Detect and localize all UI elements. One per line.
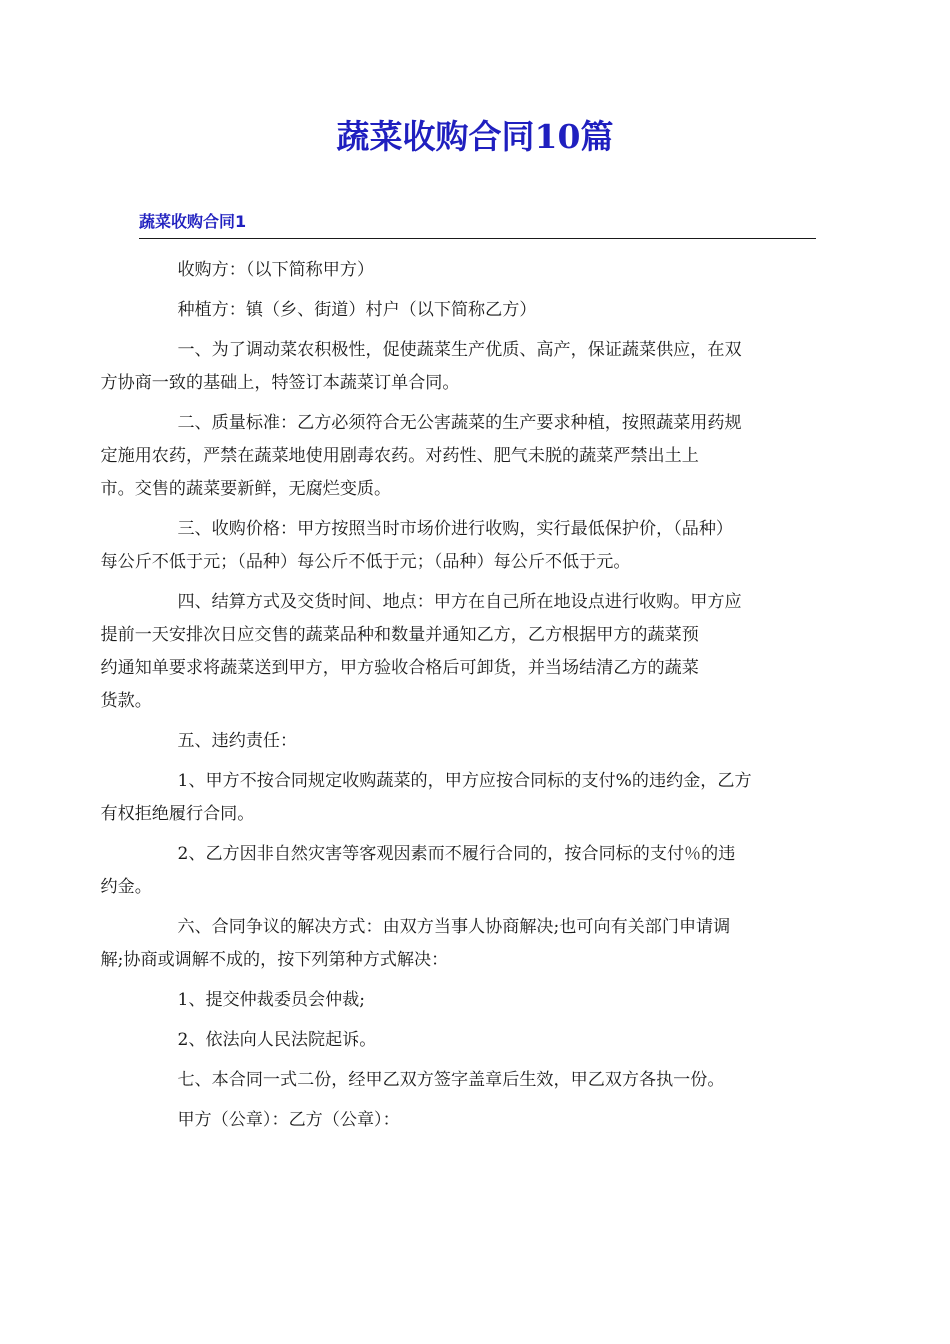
contract-paragraph [100,586,816,718]
paragraph-line: 一、为了调动菜农积极性，促使蔬菜生产优质、高产，保证蔬菜供应，在双 [177,340,742,360]
document-title: 蔬菜收购合同10篇 [336,117,614,156]
paragraph-line: 1、提交仲裁委员会仲裁; [177,990,366,1010]
paragraph-line: 二、质量标准：乙方必须符合无公害蔬菜的生产要求种植，按照蔬菜用药规 [177,413,742,433]
paragraph-line: 六、合同争议的解决方式：由双方当事人协商解决;也可向有关部门申请调 [177,917,731,937]
contract-paragraph [100,334,816,400]
paragraph-line: 约通知单要求将蔬菜送到甲方，甲方验收合格后可卸货，并当场结清乙方的蔬菜 [100,658,699,678]
contract-paragraph [100,838,816,904]
contract-paragraph [100,911,816,977]
paragraph-line: 方协商一致的基础上，特签订本蔬菜订单合同。 [100,373,460,393]
contract-paragraph [139,1064,816,1097]
paragraph-line: 五、违约责任： [177,731,298,751]
section-heading: 蔬菜收购合同1 [139,208,816,239]
contract-paragraph [139,984,816,1017]
paragraph-line: 三、收购价格：甲方按照当时市场价进行收购，实行最低保护价，（品种） [177,519,734,539]
paragraph-line: 种植方：镇（乡、街道）村户（以下简称乙方） [177,300,537,320]
paragraph-line: 定施用农药，严禁在蔬菜地使用剧毒农药。对药性、肥气未脱的蔬菜严禁出土上 [100,446,699,466]
paragraph-line: 市。交售的蔬菜要新鲜，无腐烂变质。 [100,479,392,499]
paragraph-line: 每公斤不低于元；（品种）每公斤不低于元；（品种）每公斤不低于元。 [100,552,631,572]
paragraph-line: 提前一天安排次日应交售的蔬菜品种和数量并通知乙方，乙方根据甲方的蔬菜预 [100,625,699,645]
contract-paragraph [100,765,816,831]
contract-paragraph [100,407,816,506]
paragraph-line: 2、乙方因非自然灾害等客观因素而不履行合同的，按合同标的支付％的违 [177,844,736,864]
paragraph-line: 有权拒绝履行合同。 [100,804,255,824]
paragraph-line: 货款。 [100,691,152,711]
paragraph-line: 1、甲方不按合同规定收购蔬菜的，甲方应按合同标的支付%的违约金，乙方 [177,771,752,791]
paragraph-line: 七、本合同一式二份，经甲乙双方签字盖章后生效，甲乙双方各执一份。 [177,1070,725,1090]
contract-paragraph [139,294,816,327]
contract-paragraph [139,254,816,287]
paragraph-line: 甲方（公章）：乙方（公章）： [177,1110,400,1130]
contract-paragraph [139,1104,816,1137]
contract-paragraph [100,513,816,579]
paragraph-line: 解;协商或调解不成的，按下列第种方式解决： [100,950,449,970]
contract-body [100,254,816,1144]
contract-paragraph [139,725,816,758]
paragraph-line: 四、结算方式及交货时间、地点：甲方在自己所在地设点进行收购。甲方应 [177,592,742,612]
paragraph-line: 收购方：（以下简称甲方） [177,260,375,280]
paragraph-line: 约金。 [100,877,152,897]
paragraph-line: 2、依法向人民法院起诉。 [177,1030,377,1050]
contract-paragraph [139,1024,816,1057]
